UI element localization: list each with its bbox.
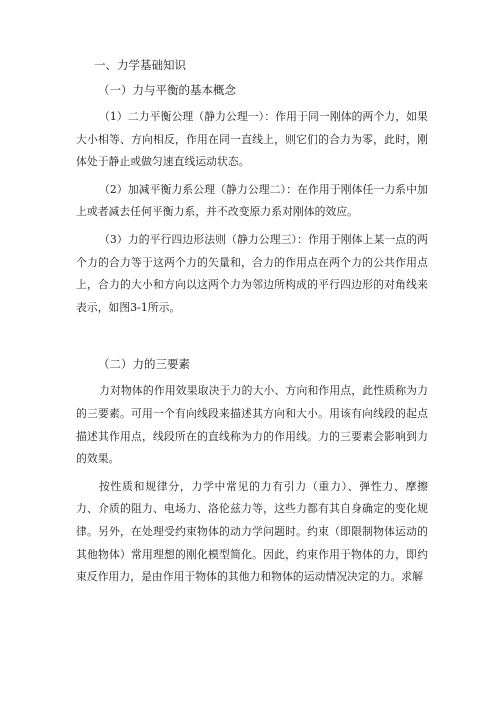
document-body — [76, 56, 428, 594]
chapter-heading: 一、力学基础知识 — [94, 58, 186, 72]
section-heading-force-balance: （一）力与平衡的基本概念 — [98, 83, 236, 97]
paragraph-three-elements: 力对物体的作用效果取决于力的大小、方向和作用点，此性质称为力的三要素。可用一个有向线段来描述其方向和大小。用该有向线段的起点描述其作用点，线段所在的直线称为力的作用线。力的三要素会影响到力的效果。 — [76, 384, 428, 466]
paragraph-balanced-force-axiom: （2）加减平衡力系公理（静力公理二）：在作用于刚体任一力系中加上或者减去任何平衡力系，并不改变原力系对刚体的效应。 — [76, 182, 428, 219]
paragraph-two-force-axiom: （1）二力平衡公理（静力公理一）：作用于同一刚体的两个力，如果大小相等、方向相反，作用在同一直线上，则它们的合力为零，此时，刚体处于静止或做匀速直线运动状态。 — [76, 110, 428, 169]
section-spacer — [76, 324, 428, 355]
paragraph-parallelogram-rule: （3）力的平行四边形法则（静力公理三）：作用于刚体上某一点的两个力的合力等于这两个力的矢量和，合力的作用点在两个力的公共作用点上，合力的大小和方向以这两个力为邻边所构成的平行四边形的对角线来表示，如图3-1所示。 — [76, 232, 428, 314]
section-heading-three-elements: （二）力的三要素 — [98, 357, 190, 372]
paragraph-force-types: 按性质和规律分，力学中常见的力有引力（重力）、弹性力、摩擦力、介质的阻力、电场力、洛伦兹力等，这些力都有其自身确定的变化规律。另外，在处理受约束物体的动力学问题时。约束（即限制物体运动的其他物体）常用理想的刚化模型简化。因此，约束作用于物体的力，即约束反作用力，是由作用于物体的其他力和物体的运动情况决定的力。求解 — [76, 479, 428, 584]
